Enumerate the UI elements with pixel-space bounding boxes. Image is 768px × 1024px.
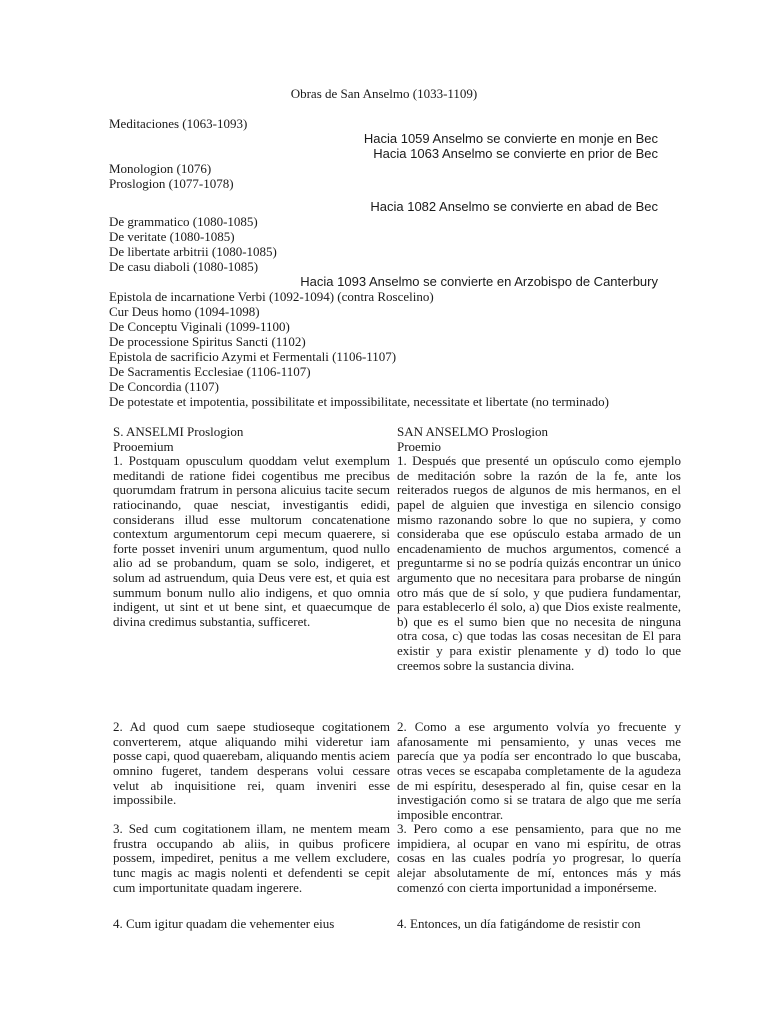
chronology-work: De veritate (1080-1085)	[109, 229, 235, 244]
latin-column	[113, 425, 390, 947]
chronology-work: De Sacramentis Ecclesiae (1106-1107)	[109, 364, 311, 379]
chronology-work: Epistola de sacrificio Azymi et Fermentali (1106-1107)	[109, 349, 397, 364]
latin-paragraph-4: 4. Cum igitur quadam die vehementer eius	[113, 917, 335, 932]
chronology-event: Hacia 1063 Anselmo se convierte en prior de Bec	[373, 146, 658, 161]
works-chronology	[109, 116, 658, 409]
spanish-heading: SAN ANSELMO Proslogion	[397, 424, 548, 439]
chronology-event: Hacia 1093 Anselmo se convierte en Arzobispo de Canterbury	[300, 274, 658, 289]
chronology-work: De casu diaboli (1080-1085)	[109, 259, 259, 274]
latin-heading: S. ANSELMI Proslogion	[113, 424, 244, 439]
chronology-work: Epistola de incarnatione Verbi (1092-1094) (contra Roscelino)	[109, 289, 434, 304]
chronology-work: De libertate arbitrii (1080-1085)	[109, 244, 277, 259]
latin-paragraph-3: 3. Sed cum cogitationem illam, ne mentem meam frustra occupando ab aliis, in quibus proficere possem, impediret, penitus a me vellem excludere, tunc magis ac magis nolenti et defendenti se cepit cum importunitate quadam ingerere.	[113, 821, 390, 895]
latin-paragraph-1: 1. Postquam opusculum quoddam velut exemplum meditandi de ratione fidei cogentibus me precibus quorumdam fratrum in persona alicuius tacite secum ratiocinando, quae nesciat, investigantis edidi, considerans illud esse multorum concatenatione contextum argumentorum cepi mecum quaerere, si forte posset inveniri unum argumentum, quod nullo alio ad se probandum, quam se solo, indigeret, et solum ad astruendum, quia Deus vere est, et quia est summum bonum nullo alio indigens, et quo omnia indigent, ut sint et ut bene sint, et quaecumque de divina credimus substantia, sufficeret.	[113, 453, 390, 629]
document-title: Obras de San Anselmo (1033-1109)	[290, 86, 478, 101]
latin-paragraph-2: 2. Ad quod cum saepe studioseque cogitationem converterem, atque aliquando mihi videretur iam posse capi, quod quaerebam, aliquando mentis aciem omnino fugeret, tandem desperans volui cessare velut ab inquisitione rei, quam inveniri esse impossibile.	[113, 719, 390, 808]
spanish-paragraph-4: 4. Entonces, un día fatigándome de resistir con	[397, 917, 641, 932]
chronology-work: De potestate et impotentia, possibilitate et impossibilitate, necessitate et libertate (no terminado)	[109, 394, 609, 409]
chronology-work: De Conceptu Viginali (1099-1100)	[109, 319, 290, 334]
chronology-work: Proslogion (1077-1078)	[109, 176, 234, 191]
spanish-paragraph-1: 1. Después que presenté un opúsculo como ejemplo de meditación sobre la razón de la fe, ante los reiterados ruegos de algunos de mis hermanos, en el papel de alguien que investiga en silencio consigo mismo razonando sobre lo que no supiera, y como consideraba que ese opúsculo estaba armado de un encadenamiento de muchos argumentos, comencé a preguntarme si no se podría quizás encontrar un único argumento que no necesitara para probarse de ningún otro más que de sí solo, y que pudiera fundamentar, para establecerlo él solo, a) que Dios existe realmente, b) que es el sumo bien que no necesita de ninguna otra cosa, c) que todas las cosas necesitan de El para existir y para existir plenamente y d) todo lo que creemos sobre la sustancia divina.	[397, 453, 681, 673]
chronology-event: Hacia 1059 Anselmo se convierte en monje en Bec	[363, 131, 658, 146]
chronology-work: Meditaciones (1063-1093)	[109, 116, 248, 131]
chronology-work: De processione Spiritus Sancti (1102)	[109, 334, 306, 349]
spanish-subheading: Proemio	[397, 438, 442, 454]
spanish-column	[397, 425, 681, 947]
chronology-work: Monologion (1076)	[109, 161, 212, 176]
chronology-work: De grammatico (1080-1085)	[109, 214, 258, 229]
spanish-paragraph-3: 3. Pero como a ese pensamiento, para que no me impidiera, al ocupar en vano mi espíritu, de otras cosas en las cuales podría yo progresar, lo quería alejar absolutamente de mí, entonces más y más comenzó con cierta importunidad a imponérseme.	[397, 821, 681, 895]
chronology-event: Hacia 1082 Anselmo se convierte en abad de Bec	[370, 199, 658, 214]
latin-subheading: Prooemium	[113, 438, 174, 454]
spanish-paragraph-2: 2. Como a ese argumento volvía yo frecuente y afanosamente mi pensamiento, y unas veces me parecía que ya podía ser encontrado lo que buscaba, otras veces se escapaba completamente de la agudeza de mi espíritu, desesperado al fin, quise cesar en la investigación como si se tratara de algo que me sería imposible encontrar.	[397, 719, 681, 822]
chronology-work: Cur Deus homo (1094-1098)	[109, 304, 260, 319]
chronology-work: De Concordia (1107)	[109, 379, 219, 394]
